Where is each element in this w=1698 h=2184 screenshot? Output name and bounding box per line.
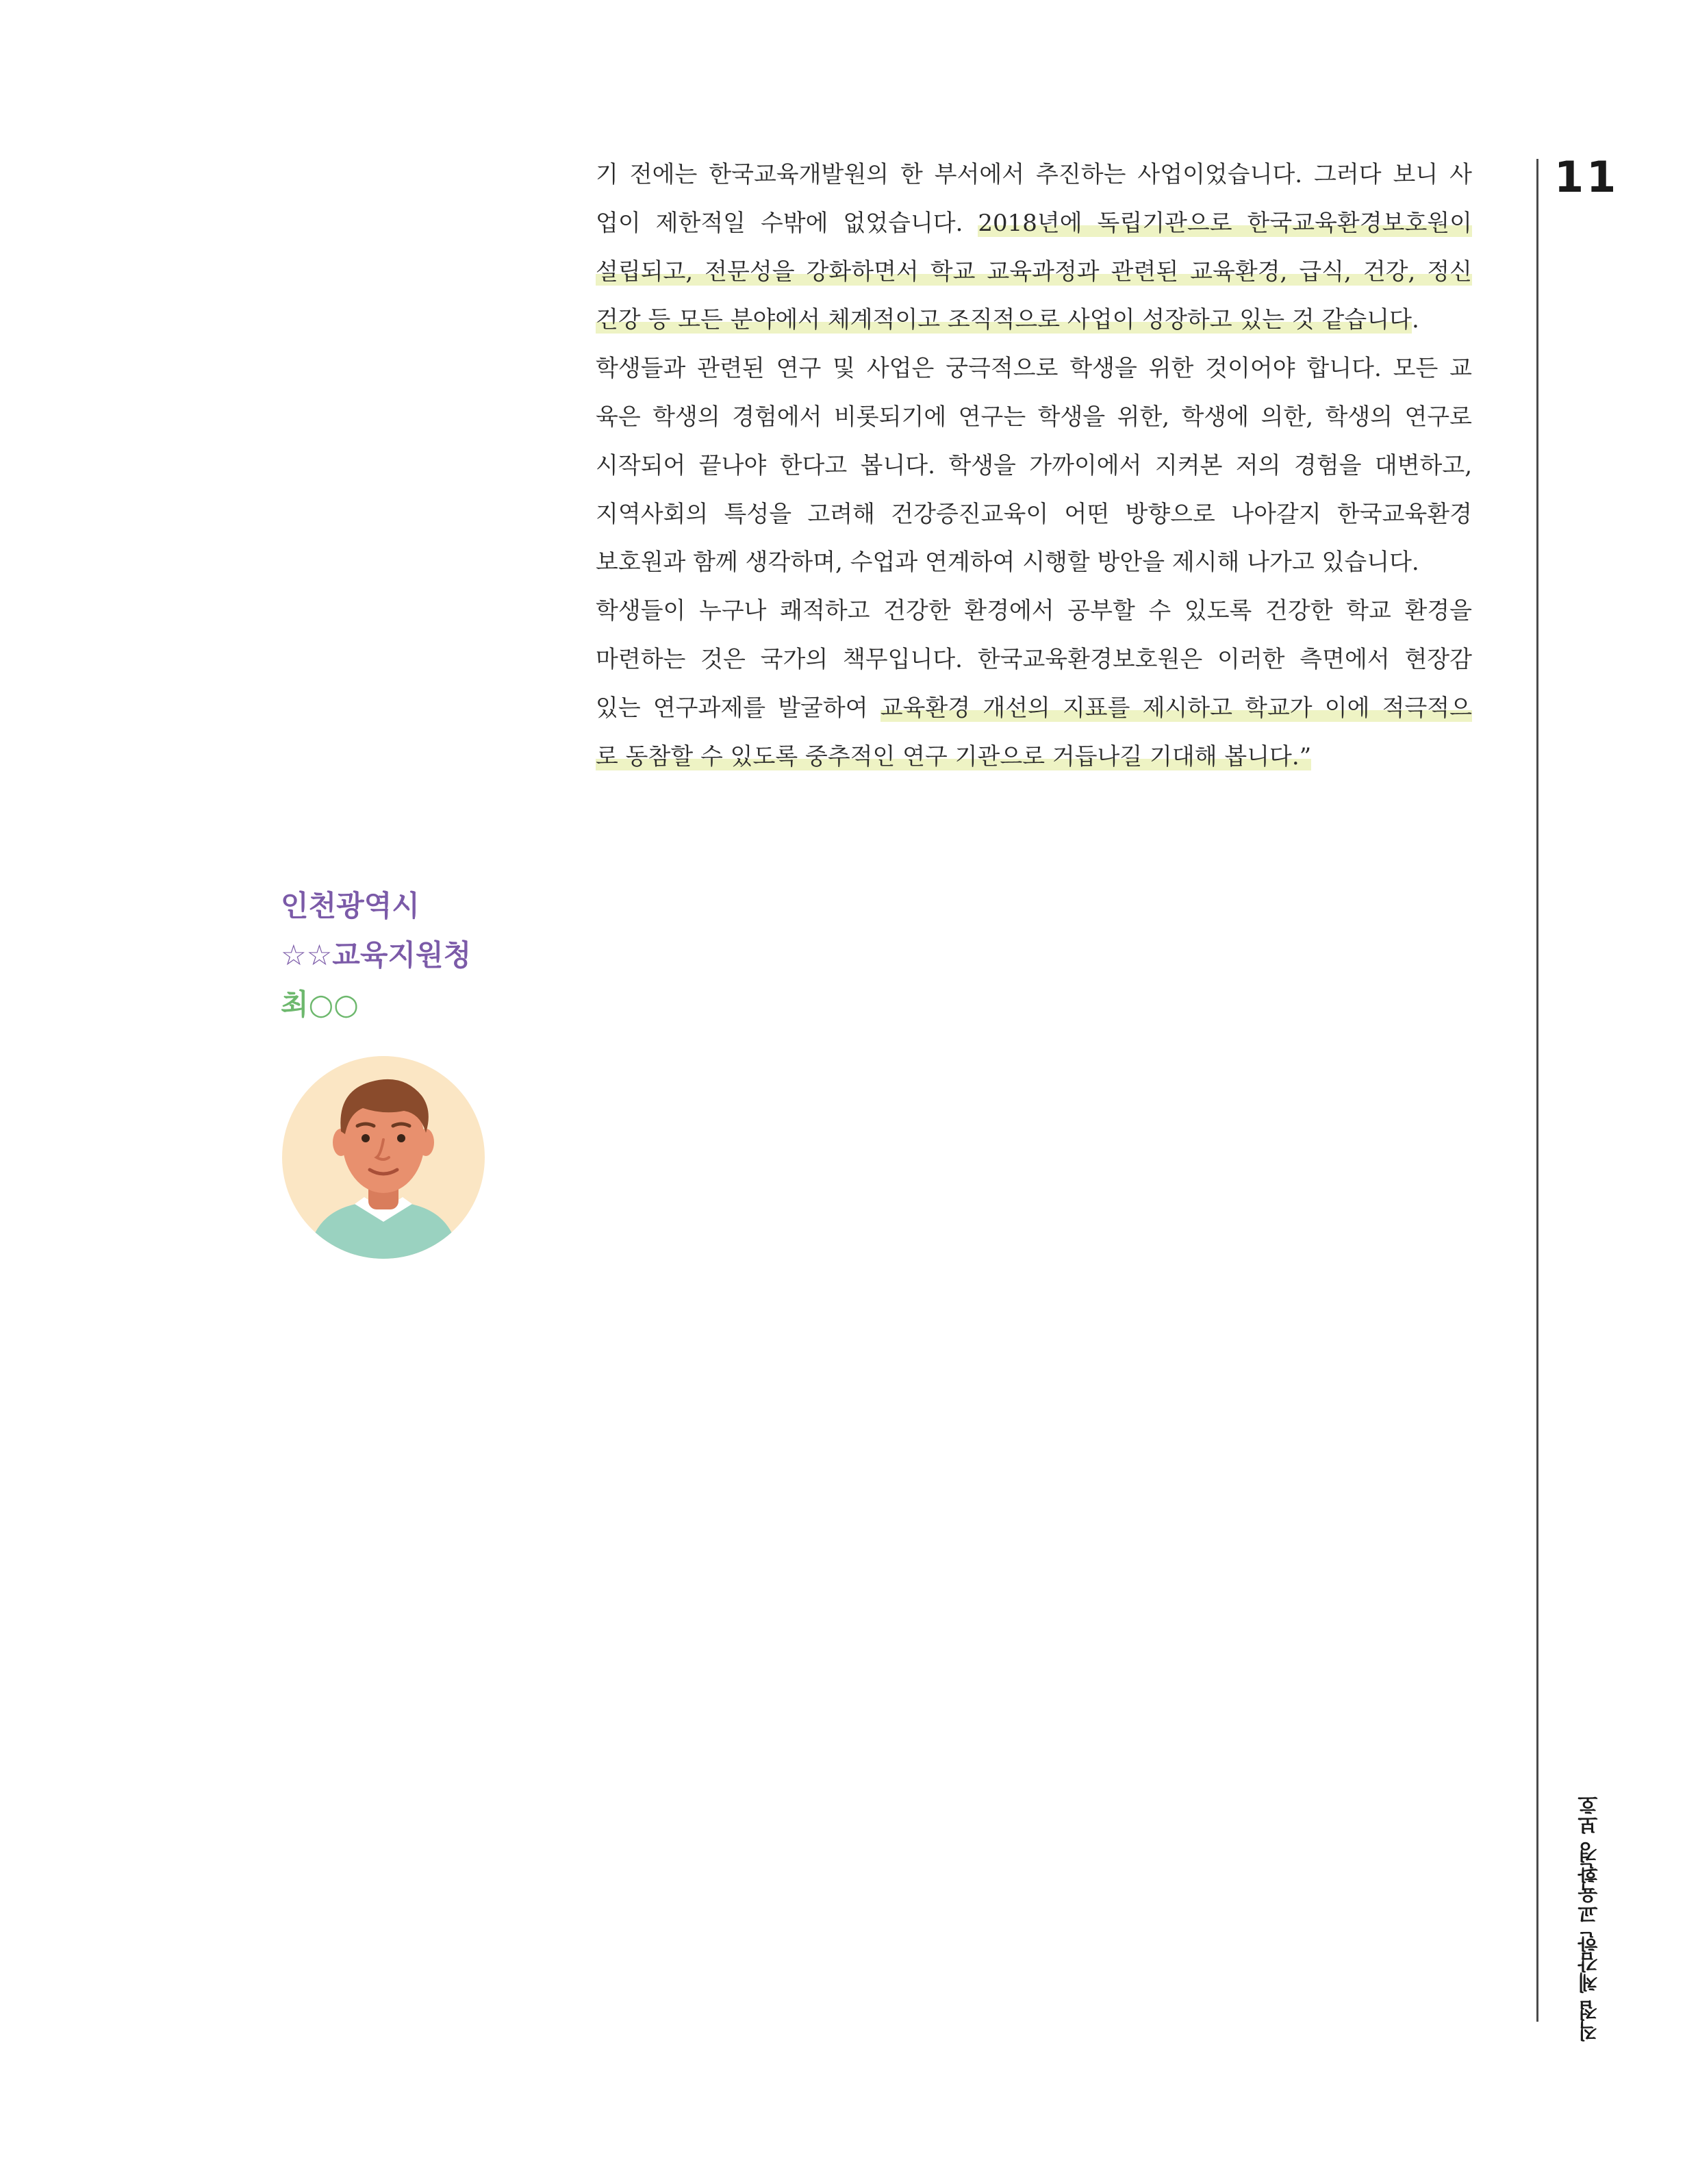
text-line: [596, 151, 1472, 199]
text-segment: 육은 학생의 경험에서 비롯되기에 연구는 학생을 위한, 학생에 의한, 학생의 연구로: [596, 403, 1472, 431]
testimonial-continued: [596, 151, 1472, 781]
section-side-title: 직접 체감한 교육환경 보호: [1578, 1794, 1602, 2042]
text-segment: 학생들이 누구나 쾌적하고 건강한 환경에서 공부할 수 있도록 건강한 학교 환경을: [596, 597, 1472, 625]
person-city: 인천광역시: [281, 889, 420, 922]
text-line: [596, 490, 1472, 539]
text-segment: .: [1411, 306, 1419, 334]
text-segment: 보호원과 함께 생각하며, 수업과 연계하여 시행할 방안을 제시해 나가고 있습니다.: [596, 549, 1419, 577]
highlighted-text: 건강 등 모든 분야에서 체계적이고 조직적으로 사업이 성장하고 있는 것 같습니다: [596, 306, 1412, 334]
vertical-divider: [1536, 159, 1538, 2022]
text-line: [596, 684, 1472, 733]
text-line: [596, 538, 1472, 587]
text-segment: 마련하는 것은 국가의 책무입니다. 한국교육환경보호원은 이러한 측면에서 현장감: [596, 645, 1472, 673]
highlighted-text: 설립되고, 전문성을 강화하면서 학교 교육과정과 관련된 교육환경, 급식, 건강, 정신: [596, 258, 1472, 286]
highlighted-text: 로 동참할 수 있도록 중추적인 연구 기관으로 거듭나길 기대해 봅니다.”: [596, 742, 1312, 770]
text-line: [596, 636, 1472, 684]
highlighted-text: 교육환경 개선의 지표를 제시하고 학교가 이에 적극적으: [880, 694, 1472, 722]
text-line: [596, 344, 1472, 393]
text-line: [596, 442, 1472, 490]
text-segment: 기 전에는 한국교육개발원의 한 부서에서 추진하는 사업이었습니다. 그러다 보니 사: [596, 161, 1472, 188]
text-line: [596, 296, 1472, 344]
text-segment: 업이 제한적일 수밖에 없었습니다.: [596, 209, 978, 237]
text-line: [596, 587, 1472, 636]
text-segment: 학생들과 관련된 연구 및 사업은 궁극적으로 학생을 위한 것이어야 합니다. 모든 교: [596, 355, 1472, 383]
page-number: 11: [1554, 152, 1619, 202]
avatar: [281, 1055, 486, 1260]
text-segment: 있는 연구과제를 발굴하여: [596, 694, 880, 722]
text-line: [596, 733, 1472, 781]
avatar-left-eye: [362, 1134, 370, 1142]
person-name: 최○○: [281, 988, 359, 1021]
avatar-right-eye: [397, 1134, 405, 1142]
text-segment: 지역사회의 특성을 고려해 건강증진교육이 어떤 방향으로 나아갈지 한국교육환경: [596, 500, 1472, 528]
text-line: [596, 248, 1472, 297]
text-line: [596, 199, 1472, 248]
person-office: ☆☆교육지원청: [281, 938, 472, 972]
text-line: [596, 393, 1472, 442]
text-segment: 시작되어 끝나야 한다고 봅니다. 학생을 가까이에서 지켜본 저의 경험을 대변하고,: [596, 451, 1472, 479]
highlighted-text: 2018년에 독립기관으로 한국교육환경보호원이: [978, 209, 1472, 237]
